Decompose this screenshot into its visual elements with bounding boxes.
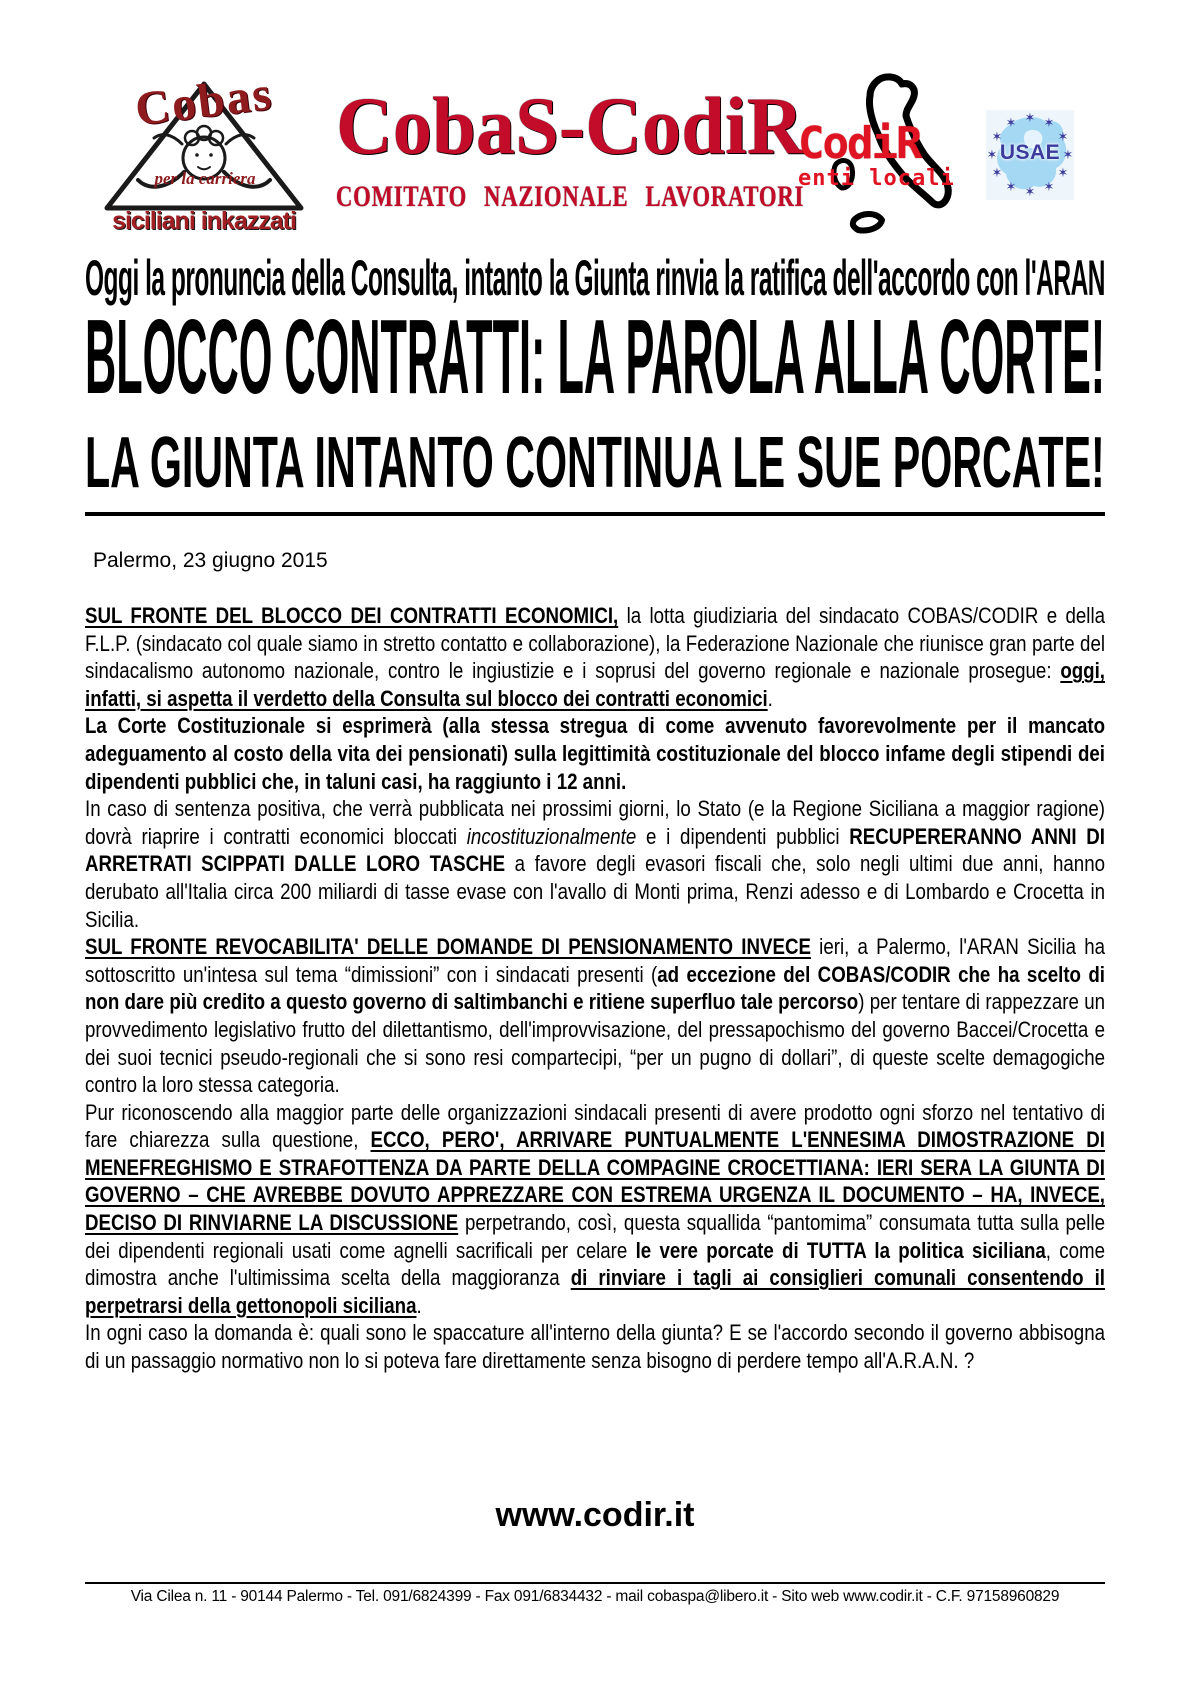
headline-underline-rule bbox=[85, 512, 1105, 516]
body-text bbox=[85, 602, 1105, 1494]
svg-text:✶: ✶ bbox=[1005, 116, 1017, 131]
cobas-logo-title: Cobas bbox=[132, 66, 276, 137]
svg-text:✶: ✶ bbox=[991, 166, 1003, 181]
codir-logo-title: CodiR bbox=[798, 118, 921, 169]
usae-logo bbox=[986, 110, 1074, 200]
masthead-title bbox=[336, 80, 804, 172]
codir-logo-subtitle: enti locali bbox=[798, 166, 955, 191]
paragraph-corte-costituzionale: La Corte Costituzionale si esprimerà (alla stessa stregua di come avvenuto favorevolmente per il mancato adeguamento al costo della vita dei pensionati) sulla legittimità costituzionale del blocco infame degli stipendi dei dipendenti pubblici che, in taluni casi, ha raggiunto i 12 anni. bbox=[85, 713, 1105, 794]
cobas-logo-subtitle: siciliani inkazzati bbox=[112, 207, 296, 235]
paragraph-contratti-economici: SUL FRONTE DEL BLOCCO DEI CONTRATTI ECONOMICI, la lotta giudiziaria del sindacato COBAS/CODIR e della F.L.P. (sindacato col quale siamo in stretto contatto e collaborazione), la Federazione Nazionale che riunisce gran parte del sindacalismo autonomo nazionale, contro le ingiustizie e i soprusi del governo regionale e nazionale prosegue: oggi, infatti, si aspetta il verdetto della Consulta sul blocco dei contratti economici. bbox=[85, 603, 1105, 711]
paragraph-sentenza-positiva: In caso di sentenza positiva, che verrà pubblicata nei prossimi giorni, lo Stato (e la Regione Siciliana a maggior ragione) dovrà riaprire i contratti economici bloccati incostituzionalmente e i dipendenti pubblici RECUPERERANNO ANNI DI ARRETRATI SCIPPATI DALLE LORO TASCHE a favore degli evasori fiscali che, solo negli ultimi due anni, hanno derubato all'Italia circa 200 miliardi di tasse evase con l'avallo di Monti prima, Renzi adesso e di Lombardo e Crocetta in Sicilia. bbox=[85, 796, 1105, 932]
masthead-title-text: CobaS-CodiR bbox=[336, 80, 804, 171]
masthead bbox=[336, 80, 804, 214]
usae-logo-label: USAE bbox=[999, 141, 1061, 164]
svg-text:✶: ✶ bbox=[1043, 180, 1055, 195]
website-url: www.codir.it bbox=[495, 1496, 695, 1534]
headline-title bbox=[85, 298, 1106, 416]
footer bbox=[85, 1582, 1105, 1606]
svg-text:✶: ✶ bbox=[1024, 185, 1036, 200]
headline-subtitle bbox=[85, 424, 1105, 504]
masthead-subtitle-text: COMITATO NAZIONALE LAVORATORI bbox=[336, 180, 805, 213]
codir-enti-locali-logo bbox=[798, 70, 966, 248]
paragraph-domanda-finale: In ogni caso la domanda è: quali sono le spaccature all'interno della giunta? E se l'accordo secondo il governo abbisogna di un passaggio normativo non lo si poteva fare direttamente senza bisogno di perdere tempo all'A.R.A.N. ? bbox=[85, 1320, 1105, 1374]
masthead-subtitle bbox=[336, 180, 804, 214]
svg-text:✶: ✶ bbox=[986, 148, 998, 163]
svg-text:✶: ✶ bbox=[1057, 130, 1069, 145]
svg-text:✶: ✶ bbox=[991, 130, 1003, 145]
cobas-logo bbox=[90, 68, 318, 238]
headline-title-text: BLOCCO CONTRATTI: LA PAROLA ALLA CORTE! bbox=[85, 298, 1106, 416]
svg-text:✶: ✶ bbox=[1005, 180, 1017, 195]
svg-text:✶: ✶ bbox=[1062, 148, 1074, 163]
headline-subtitle-text: LA GIUNTA INTANTO CONTINUA LE SUE PORCATE! bbox=[85, 423, 1105, 503]
headline-kicker-text: Oggi la pronuncia della Consulta, intanto la Giunta rinvia la ratifica dell'accordo con l'ARAN bbox=[85, 250, 1105, 306]
svg-text:✶: ✶ bbox=[1024, 111, 1036, 126]
footer-contact-line: Via Cilea n. 11 - 90144 Palermo - Tel. 091/6824399 - Fax 091/6834432 - mail cobaspa@libero.it - Sito web www.codir.it - C.F. 97158960829 bbox=[130, 1588, 1060, 1605]
dateline: Palermo, 23 giugno 2015 bbox=[93, 549, 328, 572]
cobas-logo-tagline: per la carriera bbox=[154, 169, 256, 188]
header bbox=[90, 60, 1102, 250]
svg-text:✶: ✶ bbox=[1057, 166, 1069, 181]
paragraph-giunta-rinvio: Pur riconoscendo alla maggior parte delle organizzazioni sindacali presenti di avere prodotto ogni sforzo nel tentativo di fare chiarezza sulla questione, ECCO, PERO', ARRIVARE PUNTUALMENTE L'ENNESIMA DIMOSTRAZIONE DI MENEFREGHISMO E STRAFOTTENZA DA PARTE DELLA COMPAGINE CROCETTIANA: IERI SERA LA GIUNTA DI GOVERNO – CHE AVREBBE DOVUTO APPREZZARE CON ESTREMA URGENZA IL DOCUMENTO – HA, INVECE, DECISO DI RINVIARNE LA DISCUSSIONE perpetrando, così, questa squallida “pantomima” consumata tutta sulla pelle dei dipendenti regionali usati come agnelli sacrificali per celare le vere porcate di TUTTA la politica siciliana, come dimostra anche l'ultimissima scelta della maggioranza di rinviare i tagli ai consiglieri comunali consentendo il perpetrarsi della gettonopoli siciliana. bbox=[85, 1099, 1105, 1318]
svg-text:✶: ✶ bbox=[1043, 116, 1055, 131]
paragraph-revocabilita-pensionamento: SUL FRONTE REVOCABILITA' DELLE DOMANDE DI PENSIONAMENTO INVECE ieri, a Palermo, l'ARAN Sicilia ha sottoscritto un'intesa sul tema “dimissioni” con i sindacati presenti (ad eccezione del COBAS/CODIR che ha scelto di non dare più credito a questo governo di saltimbanchi e ritiene superfluo tale percorso) per tentare di rappezzare un provvedimento legislativo frutto del dilettantismo, dell'improvvisazione, del pressapochismo del governo Baccei/Crocetta e dei suoi tecnici pseudo-regionali che si sono resi compartecipi, “per un pugno di dollari”, di queste scelte demagogiche contro la loro stessa categoria. bbox=[85, 934, 1105, 1098]
